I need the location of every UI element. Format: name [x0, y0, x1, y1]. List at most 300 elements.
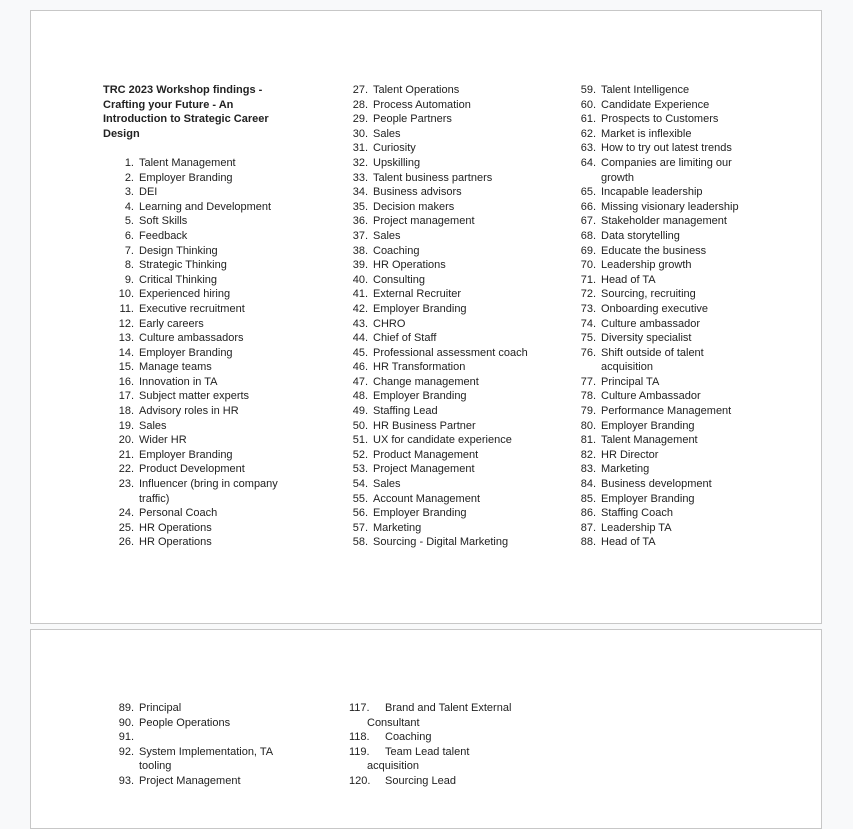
list-item	[103, 214, 289, 229]
list-item-text: Sales	[373, 127, 401, 140]
list-item	[349, 331, 548, 346]
list-item-text: Talent Operations	[373, 84, 460, 96]
numbered-list	[103, 156, 289, 550]
list-item	[103, 273, 289, 288]
list-item-number: 47.	[352, 375, 368, 388]
list-item-text: Team Lead talent	[385, 745, 470, 758]
list-item-number: 13.	[118, 332, 134, 345]
list-item	[577, 185, 746, 200]
list-item-number: 30.	[352, 127, 368, 140]
list-item-number: 39.	[352, 259, 368, 272]
list-item	[577, 433, 746, 448]
list-item	[577, 229, 746, 244]
list-item-number: 120.	[349, 774, 371, 787]
list-item-text: Project management	[373, 215, 475, 228]
list-item	[349, 774, 511, 789]
list-item-text: Sales	[373, 229, 401, 242]
list-item-number: 27.	[352, 84, 368, 96]
list-item-number: 56.	[352, 507, 368, 520]
list-item-number: 61.	[580, 113, 596, 126]
column-1	[103, 701, 284, 789]
list-item	[577, 477, 746, 492]
numbered-list	[349, 701, 511, 789]
list-item	[577, 492, 746, 507]
list-item-text: Culture ambassadors	[139, 332, 244, 345]
list-item	[577, 83, 746, 98]
list-item-text: Employer Branding	[139, 171, 233, 184]
list-item-text: HR Operations	[139, 536, 212, 549]
list-item-continuation: Consultant	[367, 716, 420, 729]
list-item	[349, 287, 548, 302]
list-item	[577, 346, 746, 375]
list-item	[103, 404, 289, 419]
list-item-number: 24.	[118, 507, 134, 520]
list-item	[577, 141, 746, 156]
list-item-number: 14.	[118, 346, 134, 359]
list-item	[577, 112, 746, 127]
list-item-number: 38.	[352, 244, 368, 257]
list-item-text: Brand and Talent External	[385, 702, 512, 714]
list-item-text: Feedback	[139, 229, 188, 242]
list-item-text: Change management	[373, 375, 479, 388]
list-item-text: Design Thinking	[139, 244, 218, 257]
list-item-number: 36.	[352, 215, 368, 228]
list-item-text: Strategic Thinking	[139, 259, 227, 272]
list-item-text: Learning and Development	[139, 200, 272, 213]
list-item-number: 118.	[349, 731, 370, 744]
list-item-text: DEI	[139, 186, 158, 199]
list-item-text: Upskilling	[373, 156, 421, 169]
list-item-number: 9.	[124, 273, 134, 286]
list-item	[577, 389, 746, 404]
list-item	[349, 156, 548, 171]
list-item	[349, 127, 548, 142]
list-item-text: Head of TA	[601, 536, 656, 549]
list-item	[103, 346, 289, 361]
list-item-text: Coaching	[373, 244, 420, 257]
list-item-number: 52.	[352, 448, 368, 461]
list-item	[577, 200, 746, 215]
list-item-number: 12.	[118, 317, 134, 330]
list-item-number: 55.	[352, 492, 368, 505]
list-item	[349, 302, 548, 317]
list-item-text: People Operations	[139, 716, 231, 729]
list-item	[103, 287, 289, 302]
list-item-text: Experienced hiring	[139, 288, 231, 301]
list-item-text: Data storytelling	[601, 229, 680, 242]
list-item-number: 63.	[580, 142, 596, 155]
list-item-text: Early careers	[139, 317, 204, 330]
list-item-number: 58.	[352, 536, 368, 549]
list-item-number: 8.	[124, 259, 134, 272]
list-item	[103, 716, 284, 731]
list-item-text: Soft Skills	[139, 215, 188, 228]
list-item	[349, 745, 511, 774]
list-item	[349, 83, 548, 98]
list-item-number: 49.	[352, 405, 368, 418]
list-item	[103, 156, 289, 171]
list-item	[349, 214, 548, 229]
list-item-text: HR Operations	[373, 259, 446, 272]
list-item-number: 35.	[352, 200, 368, 213]
list-item	[349, 346, 548, 361]
list-item-text: Professional assessment coach	[373, 346, 528, 359]
list-item	[103, 185, 289, 200]
list-item-text: Manage teams	[139, 361, 212, 374]
list-item-number: 92.	[118, 745, 134, 758]
list-item-number: 70.	[580, 259, 596, 272]
list-item-text: Performance Management	[601, 405, 732, 418]
list-item	[349, 433, 548, 448]
column-1	[103, 83, 289, 550]
list-item	[103, 419, 289, 434]
list-item-text: Culture Ambassador	[601, 390, 701, 403]
list-item-number: 15.	[118, 361, 134, 374]
document-page-1	[30, 10, 822, 624]
list-item-number: 17.	[118, 390, 134, 403]
list-item-text: Sales	[373, 478, 401, 491]
list-item-text: Employer Branding	[373, 390, 467, 403]
document-title: TRC 2023 Workshop findings - Crafting your Future - An Introduction to Strategic Career Design	[103, 84, 269, 140]
list-item-text: Employer Branding	[601, 419, 695, 432]
list-item-text: Influencer (bring in company traffic)	[139, 478, 278, 505]
list-item	[349, 506, 548, 521]
list-item-number: 28.	[352, 98, 368, 111]
list-item-text: Coaching	[385, 731, 432, 744]
list-item-text: Stakeholder management	[601, 215, 727, 228]
list-item	[577, 448, 746, 463]
list-item-number: 46.	[352, 361, 368, 374]
list-item	[577, 127, 746, 142]
list-item	[349, 535, 548, 550]
list-item-text: Head of TA	[601, 273, 656, 286]
list-item-number: 20.	[118, 434, 134, 447]
list-item	[349, 404, 548, 419]
numbered-list	[349, 83, 548, 550]
list-item-text: External Recruiter	[373, 288, 462, 301]
list-item	[103, 521, 289, 536]
list-item-text: HR Operations	[139, 521, 212, 534]
list-item-number: 84.	[580, 478, 596, 491]
list-item	[577, 404, 746, 419]
list-item-number: 79.	[580, 405, 596, 418]
list-item-text: Executive recruitment	[139, 302, 245, 315]
list-item-number: 16.	[118, 375, 134, 388]
list-item-text: People Partners	[373, 113, 452, 126]
list-item	[577, 521, 746, 536]
list-item-text: Sourcing, recruiting	[601, 288, 696, 301]
list-item-text: Principal	[139, 702, 182, 714]
list-item-text: Employer Branding	[139, 346, 233, 359]
list-item-text: Product Development	[139, 463, 245, 476]
list-item-number: 48.	[352, 390, 368, 403]
list-item-text: HR Business Partner	[373, 419, 476, 432]
list-item-number: 33.	[352, 171, 368, 184]
list-item-text: Wider HR	[139, 434, 187, 447]
list-item	[349, 389, 548, 404]
list-item-text: UX for candidate experience	[373, 434, 512, 447]
list-item	[577, 331, 746, 346]
list-item-number: 82.	[580, 448, 596, 461]
list-item-number: 72.	[580, 288, 596, 301]
list-item	[349, 200, 548, 215]
list-item	[349, 462, 548, 477]
list-item-number: 22.	[118, 463, 134, 476]
column-2	[349, 83, 548, 550]
list-item-text: Leadership growth	[601, 259, 692, 272]
list-item-number: 3.	[124, 186, 134, 199]
list-item-number: 45.	[352, 346, 368, 359]
list-item-number: 7.	[124, 244, 134, 257]
list-item	[577, 287, 746, 302]
list-item	[577, 375, 746, 390]
list-item-text: Market is inflexible	[601, 127, 692, 140]
list-item-continuation: acquisition	[367, 760, 419, 773]
list-item-number: 42.	[352, 302, 368, 315]
list-item-number: 64.	[580, 156, 596, 169]
list-item-text: Sourcing Lead	[385, 774, 456, 787]
list-item-number: 119.	[349, 745, 370, 758]
list-item-number: 19.	[118, 419, 134, 432]
list-item-number: 86.	[580, 507, 596, 520]
list-item-number: 54.	[352, 478, 368, 491]
list-item	[103, 535, 289, 550]
list-item-text: Marketing	[601, 463, 650, 476]
list-item-text: Sales	[139, 419, 167, 432]
list-item-text: Onboarding executive	[601, 302, 709, 315]
list-item-text: Project Management	[373, 463, 475, 476]
list-item-text: Marketing	[373, 521, 422, 534]
list-item-number: 1.	[124, 156, 134, 169]
list-item-text: Advisory roles in HR	[139, 405, 239, 418]
list-item-text: Personal Coach	[139, 507, 218, 520]
list-item-number: 57.	[352, 521, 368, 534]
list-item	[103, 375, 289, 390]
list-item	[349, 375, 548, 390]
list-item-number: 34.	[352, 186, 368, 199]
list-item-number: 5.	[124, 215, 134, 228]
list-item	[577, 273, 746, 288]
list-item-number: 77.	[580, 375, 596, 388]
numbered-list	[103, 701, 284, 789]
list-item-text: Critical Thinking	[139, 273, 218, 286]
list-item-text: Account Management	[373, 492, 481, 505]
list-item	[103, 317, 289, 332]
list-item-number: 117.	[349, 702, 370, 714]
list-item	[349, 521, 548, 536]
list-item-text: Business development	[601, 478, 712, 491]
list-item-number: 44.	[352, 332, 368, 345]
list-item-text: Curiosity	[373, 142, 416, 155]
list-item-text: Incapable leadership	[601, 186, 703, 199]
list-item-number: 88.	[580, 536, 596, 549]
list-item	[577, 258, 746, 273]
list-item	[349, 185, 548, 200]
list-item-number: 74.	[580, 317, 596, 330]
list-item-text: Prospects to Customers	[601, 113, 719, 126]
list-item	[349, 701, 511, 730]
list-item-number: 66.	[580, 200, 596, 213]
list-item	[349, 273, 548, 288]
list-item	[103, 229, 289, 244]
list-item-number: 18.	[118, 405, 134, 418]
list-item	[103, 331, 289, 346]
list-item-number: 81.	[580, 434, 596, 447]
list-item-number: 41.	[352, 288, 368, 301]
list-item	[577, 214, 746, 229]
list-item-text: Companies are limiting our growth	[601, 156, 732, 184]
list-item-text: Staffing Lead	[373, 405, 438, 418]
list-item-text: Missing visionary leadership	[601, 200, 739, 213]
list-item-text: Leadership TA	[601, 521, 672, 534]
list-item-number: 76.	[580, 346, 596, 359]
list-item	[577, 535, 746, 550]
list-item-number: 31.	[352, 142, 368, 155]
list-item	[349, 317, 548, 332]
list-item-number: 51.	[352, 434, 368, 447]
list-item-number: 37.	[352, 229, 368, 242]
list-item	[349, 360, 548, 375]
list-item	[349, 477, 548, 492]
list-item	[103, 506, 289, 521]
list-item	[349, 229, 548, 244]
list-item	[577, 317, 746, 332]
list-item-text: Business advisors	[373, 186, 462, 199]
list-item-number: 91.	[118, 731, 134, 744]
list-item-number: 69.	[580, 244, 596, 257]
list-item-text: Process Automation	[373, 98, 471, 111]
list-item	[103, 448, 289, 463]
list-item	[103, 258, 289, 273]
list-item-number: 6.	[124, 229, 134, 242]
list-item-number: 65.	[580, 186, 596, 199]
list-item-number: 83.	[580, 463, 596, 476]
list-item	[577, 419, 746, 434]
list-item-number: 80.	[580, 419, 596, 432]
list-item	[103, 389, 289, 404]
list-item-text: Staffing Coach	[601, 507, 673, 520]
list-item-text: Talent Management	[139, 156, 236, 169]
list-item	[103, 200, 289, 215]
list-item	[577, 98, 746, 113]
list-item-text: Talent Intelligence	[601, 84, 690, 96]
list-item-number: 4.	[124, 200, 134, 213]
list-item-text: Employer Branding	[139, 448, 233, 461]
document-page-2	[30, 629, 822, 829]
list-item	[103, 171, 289, 186]
list-item-text: HR Transformation	[373, 361, 466, 374]
list-item-number: 78.	[580, 390, 596, 403]
list-item-number: 2.	[124, 171, 134, 184]
list-item	[349, 258, 548, 273]
list-item-number: 71.	[580, 273, 596, 286]
list-item-number: 93.	[118, 774, 134, 787]
list-item	[349, 448, 548, 463]
list-item-number: 25.	[118, 521, 134, 534]
list-item	[349, 171, 548, 186]
list-item	[103, 302, 289, 317]
list-item	[349, 730, 511, 745]
list-item-number: 75.	[580, 332, 596, 345]
list-item-number: 50.	[352, 419, 368, 432]
list-item-number: 10.	[118, 288, 134, 301]
list-item-text: Employer Branding	[373, 302, 467, 315]
list-item-number: 73.	[580, 302, 596, 315]
list-item-text: Talent business partners	[373, 171, 493, 184]
list-item	[577, 462, 746, 477]
list-item-text: Innovation in TA	[139, 375, 218, 388]
list-item-text: Chief of Staff	[373, 332, 437, 345]
list-item	[349, 244, 548, 259]
list-item	[103, 701, 284, 716]
list-item-text: Shift outside of talent acquisition	[601, 346, 704, 374]
list-item-text: Sourcing - Digital Marketing	[373, 536, 509, 549]
list-item-text: Candidate Experience	[601, 98, 710, 111]
list-item	[103, 477, 289, 506]
list-item-number: 85.	[580, 492, 596, 505]
numbered-list	[577, 83, 746, 550]
list-item-number: 53.	[352, 463, 368, 476]
list-item-text: Project Management	[139, 774, 241, 787]
list-item	[103, 774, 284, 789]
list-item	[103, 360, 289, 375]
list-item-text: Consulting	[373, 273, 425, 286]
list-item-text: How to try out latest trends	[601, 142, 732, 155]
list-item-text: Employer Branding	[373, 507, 467, 520]
list-item-number: 26.	[118, 536, 134, 549]
list-item-number: 87.	[580, 521, 596, 534]
list-item	[103, 462, 289, 477]
list-item-text: Employer Branding	[601, 492, 695, 505]
list-item-text: Decision makers	[373, 200, 455, 213]
list-item-number: 40.	[352, 273, 368, 286]
list-item	[103, 730, 284, 745]
list-item-number: 90.	[118, 716, 134, 729]
list-item-number: 62.	[580, 127, 596, 140]
list-item	[577, 506, 746, 521]
list-item-text: Educate the business	[601, 244, 707, 257]
list-item-text	[134, 730, 284, 745]
list-item-text: Principal TA	[601, 375, 660, 388]
column-3	[577, 83, 746, 550]
list-item-number: 89.	[118, 702, 134, 714]
list-item-number: 23.	[118, 478, 134, 491]
list-item-text: HR Director	[601, 448, 659, 461]
list-item-text: System Implementation, TA tooling	[139, 745, 273, 773]
list-item	[103, 433, 289, 448]
list-item-number: 11.	[119, 302, 134, 315]
list-item	[577, 244, 746, 259]
list-item-text: CHRO	[373, 317, 406, 330]
list-item-number: 32.	[352, 156, 368, 169]
column-2	[349, 701, 511, 789]
list-item-text: Subject matter experts	[139, 390, 250, 403]
list-item-text: Product Management	[373, 448, 479, 461]
list-item-number: 29.	[352, 113, 368, 126]
list-item-number: 60.	[580, 98, 596, 111]
list-item-text: Culture ambassador	[601, 317, 701, 330]
list-item-number: 59.	[580, 84, 596, 96]
list-item-number: 67.	[580, 215, 596, 228]
list-item	[103, 244, 289, 259]
list-item	[349, 419, 548, 434]
list-item-text: Diversity specialist	[601, 332, 692, 345]
list-item-number: 21.	[118, 448, 134, 461]
list-item	[349, 98, 548, 113]
list-item	[349, 141, 548, 156]
list-item-number: 68.	[580, 229, 596, 242]
list-item	[577, 156, 746, 185]
